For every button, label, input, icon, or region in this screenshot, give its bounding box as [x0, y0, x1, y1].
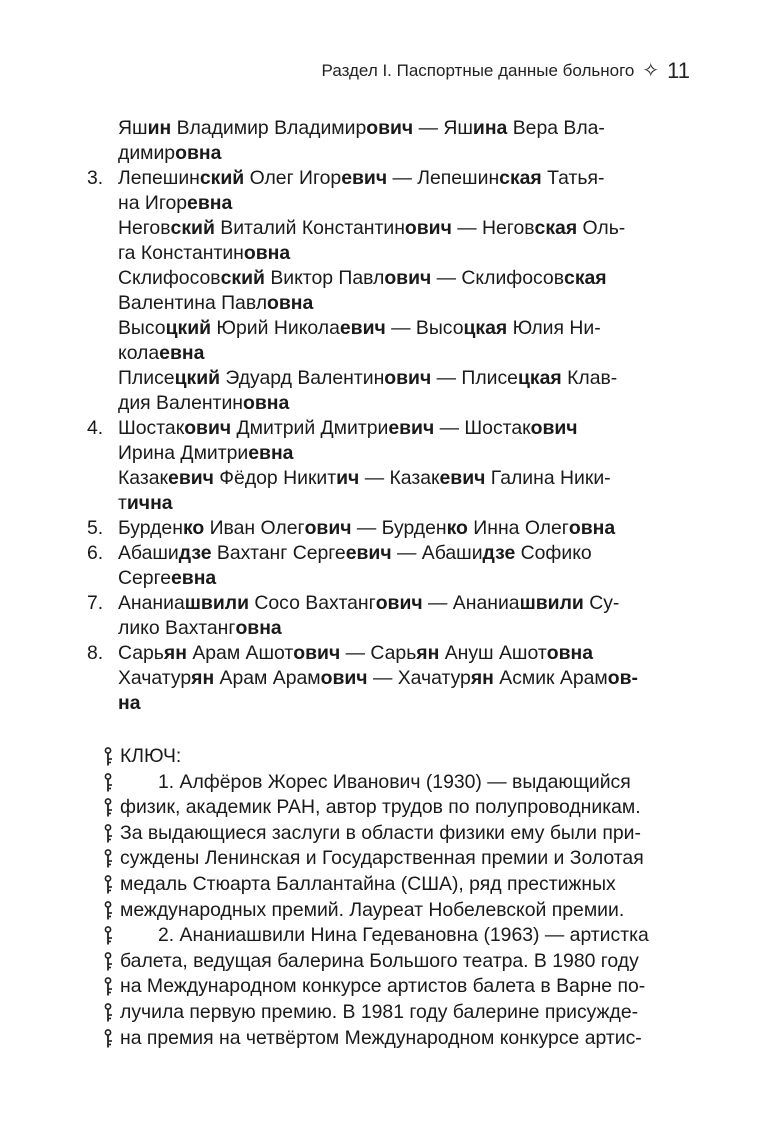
list-line [118, 441, 692, 466]
suffix-bold: цкий [174, 367, 221, 389]
name-text: Виктор Павл [264, 267, 385, 289]
suffix-bold: ский [220, 267, 265, 289]
list-line [118, 391, 692, 416]
key-title: КЛЮЧ: [120, 745, 182, 767]
list-line [118, 116, 692, 141]
name-text: Юрий Никола [211, 317, 340, 339]
suffix-bold: ская [564, 267, 607, 289]
item-number: 4. [87, 417, 104, 439]
list-line [87, 591, 692, 616]
name-text: Склифосов [118, 267, 221, 289]
name-text: Абаши [118, 542, 179, 564]
key-icon [102, 952, 114, 972]
suffix-bold: евич [339, 317, 386, 339]
list-line [118, 266, 692, 291]
name-text: лико Вахтанг [118, 617, 236, 639]
suffix-bold: ян [470, 667, 494, 689]
list-line [118, 141, 692, 166]
name-text: Лепешин [118, 167, 200, 189]
name-text: на Игор [118, 192, 188, 214]
key-text-line: на Международном конкурсе артистов балета в Варне по- [120, 975, 646, 998]
list-line [118, 241, 692, 266]
list-line [118, 366, 692, 391]
suffix-bold: овна [235, 617, 282, 639]
four-point-star-icon: ✧ [642, 60, 660, 82]
suffix-bold: ян [416, 642, 440, 664]
list-line [118, 291, 692, 316]
name-text: Сосо Вахтанг [249, 592, 376, 614]
key-icon [102, 747, 114, 767]
suffix-bold: ская [534, 217, 578, 239]
name-text: — Казак [359, 467, 440, 489]
suffix-bold: ович [384, 367, 432, 389]
list-line [118, 191, 692, 216]
suffix-bold: дзе [482, 542, 516, 564]
name-text: Галина Ники- [485, 467, 611, 489]
suffix-bold: ович [320, 667, 368, 689]
list-line [87, 516, 692, 541]
suffix-bold: ович [375, 592, 423, 614]
name-text: — Ананиа [422, 592, 520, 614]
name-text: т [118, 492, 127, 514]
running-header [322, 58, 690, 84]
list-line [118, 341, 692, 366]
item-number: 8. [87, 642, 104, 664]
key-icon [102, 926, 114, 946]
key-icon [102, 1029, 114, 1049]
suffix-bold: ко [446, 517, 468, 539]
list-line [118, 216, 692, 241]
list-line [118, 316, 692, 341]
suffix-bold: ская [499, 167, 542, 189]
name-text: Фёдор Никит [213, 467, 337, 489]
name-text: Серге [118, 567, 172, 589]
name-text: Бурден [118, 517, 183, 539]
item-number: 7. [87, 592, 104, 614]
key-text-line: За выдающиеся заслуги в области физики ему были при- [120, 821, 641, 844]
key-text-line: лучила первую премию. В 1981 году балерине присужде- [120, 1000, 639, 1023]
item-number: 5. [87, 517, 104, 539]
suffix-bold: на [118, 692, 141, 714]
key-icon [102, 1003, 114, 1023]
name-text: дия Валентин [118, 392, 243, 414]
name-text: — Абаши [391, 542, 483, 564]
name-text: — Сарь [340, 642, 417, 664]
list-line [87, 641, 692, 666]
name-text: Инна Олег [467, 517, 569, 539]
suffix-bold: ович [293, 642, 341, 664]
key-text-line: 1. Алфёров Жорес Иванович (1930) — выдающийся [158, 770, 631, 793]
name-text: — Высо [385, 317, 464, 339]
list-line [118, 666, 692, 691]
surname-list [87, 116, 692, 716]
suffix-bold: ов- [607, 667, 638, 689]
name-text: Ирина Дмитри [118, 442, 249, 464]
suffix-bold: швили [184, 592, 249, 614]
suffix-bold: ян [191, 667, 215, 689]
list-line [87, 166, 692, 191]
name-text: Су- [583, 592, 620, 614]
suffix-bold: евич [388, 417, 435, 439]
suffix-bold: цкий [165, 317, 212, 339]
suffix-bold: евна [171, 567, 217, 589]
name-text: Владимир Владимир [171, 117, 367, 139]
name-text: Эдуард Валентин [220, 367, 385, 389]
name-text: — Лепешин [387, 167, 500, 189]
name-text: Юлия Ни- [507, 317, 601, 339]
suffix-bold: евич [439, 467, 486, 489]
name-text: Плисе [118, 367, 175, 389]
suffix-bold: дзе [178, 542, 212, 564]
suffix-bold: евич [168, 467, 214, 489]
name-text: Ананиа [118, 592, 185, 614]
suffix-bold: ский [199, 167, 245, 189]
suffix-bold: овна [568, 517, 616, 539]
key-icon [102, 824, 114, 844]
key-section [100, 744, 692, 1051]
name-text: кола [118, 342, 160, 364]
suffix-bold: ович [404, 217, 452, 239]
suffix-bold: ский [170, 217, 215, 239]
item-number: 3. [87, 167, 104, 189]
name-text: Клав- [561, 367, 618, 389]
name-text: Арам Ашот [186, 642, 294, 664]
name-text: Хачатур [118, 667, 192, 689]
name-text: Сарь [118, 642, 164, 664]
key-text-line: физик, академик РАН, автор трудов по полупроводникам. [120, 796, 641, 819]
key-body [100, 770, 692, 1052]
key-text-line: на премия на четвёртом Международном конкурсе артис- [120, 1026, 642, 1049]
suffix-bold: овна [243, 242, 291, 264]
name-text: — Шостак [434, 417, 531, 439]
key-text-line: медаль Стюарта Баллантайна (США), ряд престижных [120, 872, 616, 895]
key-icon [102, 901, 114, 921]
name-text: Казак [118, 467, 169, 489]
suffix-bold: овна [175, 142, 222, 164]
key-text-line: суждены Ленинская и Государственная премии и Золотая [120, 847, 644, 870]
suffix-bold: ович [304, 517, 352, 539]
name-text: Софико [515, 542, 592, 564]
suffix-bold: овна [242, 392, 290, 414]
key-text-line: международных премий. Лауреат Нобелевской премии. [120, 898, 625, 921]
list-line [118, 691, 692, 716]
suffix-bold: ин [147, 117, 172, 139]
name-text: Высо [118, 317, 166, 339]
name-text: Негов [118, 217, 171, 239]
key-icon-column [100, 744, 116, 1051]
suffix-bold: ович [366, 117, 414, 139]
key-text-line: 2. Ананиашвили Нина Гедевановна (1963) — артистка [158, 924, 649, 947]
list-line [118, 616, 692, 641]
suffix-bold: цкая [463, 317, 508, 339]
key-icon [102, 773, 114, 793]
suffix-bold: ина [472, 117, 508, 139]
item-number: 6. [87, 542, 104, 564]
name-text: Вера Вла- [507, 117, 605, 139]
suffix-bold: евна [248, 442, 294, 464]
suffix-bold: швили [519, 592, 584, 614]
name-text: Валентина Павл [118, 292, 268, 314]
suffix-bold: евна [159, 342, 205, 364]
section-title: Раздел I. Паспортные данные больного [321, 61, 635, 80]
suffix-bold: ович [184, 417, 232, 439]
suffix-bold: овна [546, 642, 593, 664]
list-line [118, 566, 692, 591]
list-line [87, 541, 692, 566]
name-text: — Яш [413, 117, 473, 139]
name-text: Виталий Константин [214, 217, 405, 239]
name-text: — Бурден [351, 517, 447, 539]
suffix-bold: ко [182, 517, 205, 539]
list-line [118, 466, 692, 491]
suffix-bold: евич [341, 167, 388, 189]
suffix-bold: ян [163, 642, 187, 664]
suffix-bold: ична [126, 492, 173, 514]
name-text: — Склифосов [431, 267, 565, 289]
name-text: Ануш Ашот [439, 642, 547, 664]
name-text: Оль- [577, 217, 626, 239]
suffix-bold: евна [187, 192, 233, 214]
name-text: — Хачатур [367, 667, 471, 689]
key-icon [102, 977, 114, 997]
name-text: га Константин [118, 242, 244, 264]
suffix-bold: овна [267, 292, 314, 314]
name-text: Дмитрий Дмитри [231, 417, 389, 439]
name-text: димир [118, 142, 176, 164]
name-text: Асмик Арам [493, 667, 608, 689]
name-text: Яш [118, 117, 148, 139]
suffix-bold: ович [530, 417, 578, 439]
suffix-bold: евич [345, 542, 392, 564]
suffix-bold: ич [336, 467, 360, 489]
name-text: — Плисе [431, 367, 518, 389]
name-text: Олег Игор [244, 167, 342, 189]
list-line [87, 416, 692, 441]
key-icon [102, 798, 114, 818]
name-text: Вахтанг Серге [211, 542, 346, 564]
list-line [118, 491, 692, 516]
name-text: Шостак [118, 417, 185, 439]
name-text: — Негов [451, 217, 535, 239]
key-icon [102, 875, 114, 895]
name-text: Иван Олег [204, 517, 305, 539]
page-number: 11 [667, 58, 690, 83]
suffix-bold: цкая [517, 367, 562, 389]
key-icon [102, 849, 114, 869]
name-text: Татья- [541, 167, 605, 189]
key-text-line: балета, ведущая балерина Большого театра. В 1980 году [120, 949, 639, 972]
suffix-bold: ович [384, 267, 432, 289]
name-text: Арам Арам [214, 667, 321, 689]
